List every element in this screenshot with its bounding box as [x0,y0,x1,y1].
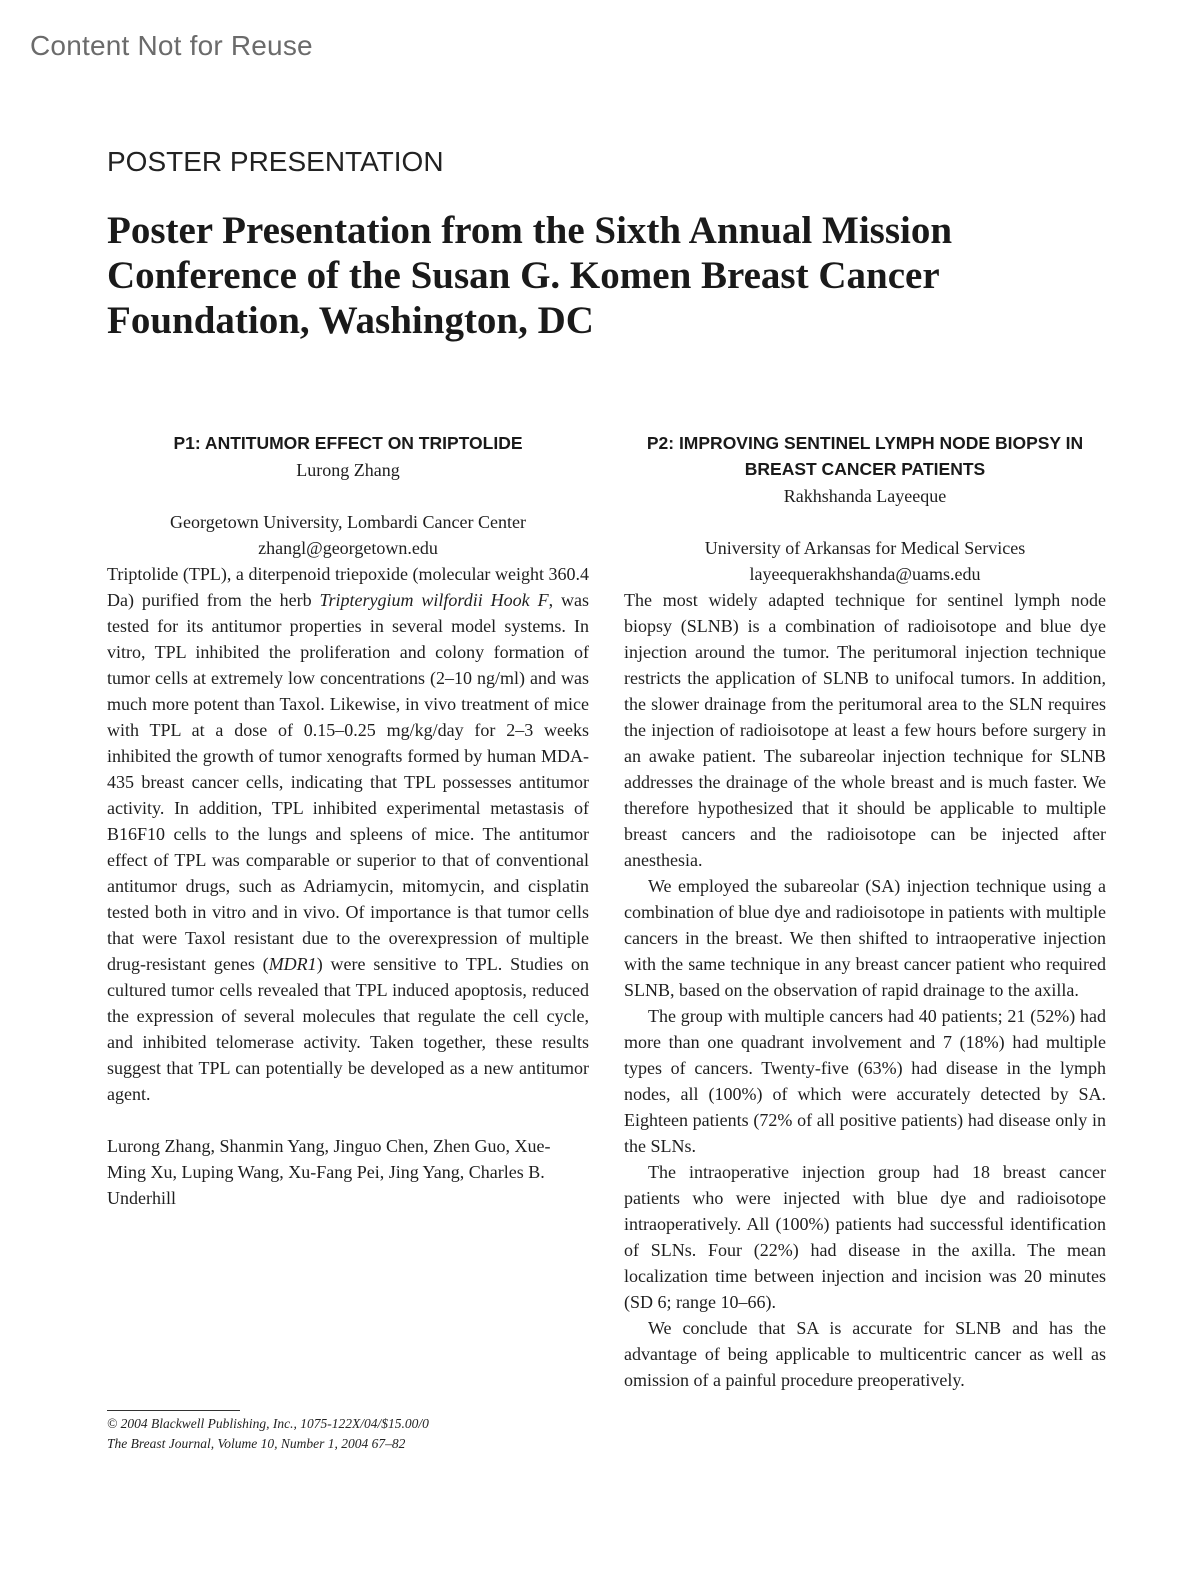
abstract-p2-title: P2: IMPROVING SENTINEL LYMPH NODE BIOPSY IN BREAST CANCER PATIENTS [646,433,1084,479]
spacer [107,1107,589,1133]
watermark-text: Content Not for Reuse [30,30,313,61]
spacer [107,483,589,509]
page-title: Poster Presentation from the Sixth Annual Mission Conference of the Susan G. Komen Breast Cancer Foundation, Washington, DC [107,209,953,342]
copyright-line: © 2004 Blackwell Publishing, Inc., 1075-122X/04/$15.00/0 [107,1416,429,1431]
body-text: ) were sensitive to TPL. Studies on cultured tumor cells revealed that TPL induced apoptosis, reduced the expression of several molecules that regulate the cell cycle, and inhibited telomerase activity. Taken together, these results suggest that TPL can potentially be developed as a new antitumor agent. [107,954,590,1104]
abstract-p1-coauthors: Lurong Zhang, Shanmin Yang, Jinguo Chen, Zhen Guo, Xue-Ming Xu, Luping Wang, Xu-Fang Pei, Jing Yang, Charles B. Underhill [107,1136,551,1208]
abstract-p2-affiliation: University of Arkansas for Medical Services [704,538,1026,558]
footer-divider [107,1410,240,1411]
abstract-p1-affiliation: Georgetown University, Lombardi Cancer Center [170,512,526,532]
abstract-p1-title: P1: ANTITUMOR EFFECT ON TRIPTOLIDE [173,433,523,453]
journal-citation-line: The Breast Journal, Volume 10, Number 1, 2004 67–82 [107,1436,406,1451]
abstract-p1-body [107,561,589,1107]
abstract-p2-paragraph: We conclude that SA is accurate for SLNB and has the advantage of being applicable to multicentric cancer as well as omission of a painful procedure preoperatively. [624,1318,1106,1390]
body-text: Triptolide (TPL), a diterpenoid triepoxide (molecular weight 360.4 Da) purified from the herb [107,564,589,610]
abstract-p2-paragraph: The most widely adapted technique for sentinel lymph node biopsy (SLNB) is a combination of radioisotope and blue dye injection around the tumor. The peritumoral injection technique restricts the application of SLNB to unifocal tumors. In addition, the slower drainage from the peritumoral area to the SLN requires the injection of radioisotope at least a few hours before surgery in an awake patient. The subareolar injection technique for SLNB addresses the drainage of the whole breast and is much faster. We therefore hypothesized that it should be applicable to multiple breast cancers and the radioisotope can be injected after anesthesia. [624,590,1106,870]
abstract-p1-email[interactable]: zhangl@georgetown.edu [258,538,438,558]
body-text: , was tested for its antitumor properties in several model systems. In vitro, TPL inhibited the proliferation and colony formation of tumor cells at extremely low concentrations (2–10 ng/ml) and was much more potent than Taxol. Likewise, in vivo treatment of mice with TPL at a dose of 0.15–0.25 mg/kg/day for 2–3 weeks inhibited the growth of tumor xenografts formed by human MDA-435 breast cancer cells, indicating that TPL possesses antitumor activity. In addition, TPL inhibited experimental metastasis of B16F10 cells to the lungs and spleens of mice. The antitumor effect of TPL was comparable or superior to that of conventional antitumor drugs, such as Adriamycin, mitomycin, and cisplatin tested both in vitro and in vivo. Of importance is that tumor cells that were Taxol resistant due to the overexpression of multiple drug-resistant genes ( [107,590,590,974]
spacer [624,509,1106,535]
abstract-p1 [107,430,589,1211]
copyright-footer [107,1414,587,1454]
abstract-p1-author: Lurong Zhang [296,460,400,480]
abstract-p2 [624,430,1106,1393]
abstract-p2-email[interactable]: layeequerakhshanda@uams.edu [749,564,981,584]
abstract-p2-paragraph: We employed the subareolar (SA) injection technique using a combination of blue dye and radioisotope in patients with multiple cancers in the breast. We then shifted to intraoperative injection with the same technique in any breast cancer patient who required SLNB, based on the observation of rapid drainage to the axilla. [624,876,1106,1000]
section-label: POSTER PRESENTATION [107,146,444,177]
abstract-p2-paragraph: The group with multiple cancers had 40 patients; 21 (52%) had more than one quadrant involvement and 7 (18%) had multiple types of cancers. Twenty-five (63%) had disease in the lymph nodes, all (100%) of which were accurately detected by SA. Eighteen patients (72% of all positive patients) had disease only in the SLNs. [624,1006,1106,1156]
body-italic-species: Tripterygium wilfordii Hook F [319,590,549,610]
body-italic-gene: MDR1 [268,954,317,974]
abstract-p2-paragraph: The intraoperative injection group had 18 breast cancer patients who were injected with blue dye and radioisotope intraoperatively. All (100%) patients had successful identification of SLNs. Four (22%) had disease in the axilla. The mean localization time between injection and incision was 20 minutes (SD 6; range 10–66). [624,1162,1106,1312]
abstract-p2-author: Rakhshanda Layeeque [783,486,947,506]
